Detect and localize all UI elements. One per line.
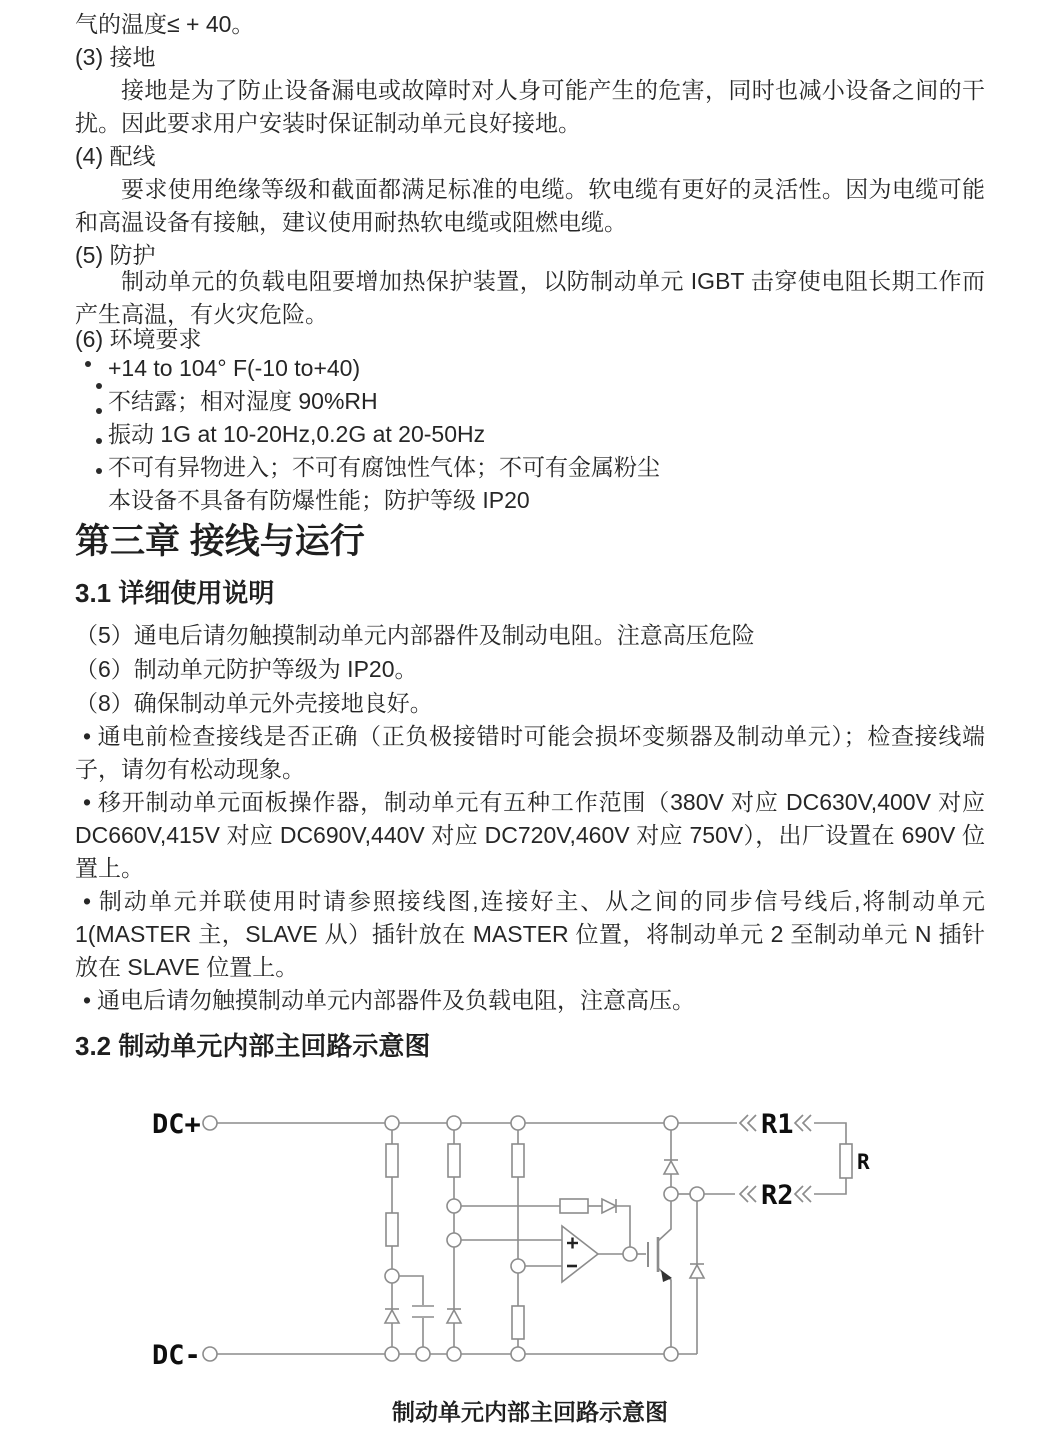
numbered-item-8: （8）确保制动单元外壳接地良好。 (75, 690, 433, 716)
bullet-text: 制动单元并联使用时请参照接线图,连接好主、从之间的同步信号线后,将制动单元 1(MASTER 主，SLAVE 从）插针放在 MASTER 位置，将制动单元 2 至制动单元 N 插针放在 SLAVE 位置上。 (75, 888, 985, 980)
opamp-symbol (562, 1226, 598, 1282)
figure-caption: 制动单元内部主回路示意图 (392, 1399, 668, 1425)
r2-terminal-label: R2 (761, 1180, 794, 1211)
igbt-collector-wire (658, 1201, 671, 1241)
resistor-to-r2-wire (814, 1178, 846, 1194)
node-circle (447, 1116, 461, 1130)
r1-to-resistor-wire (814, 1123, 846, 1144)
list-item-text: 振动 1G at 10-20Hz,0.2G at 20-50Hz (108, 421, 486, 447)
bullet-paragraph (75, 720, 985, 786)
section-4-body: 要求使用绝缘等级和截面都满足标准的电缆。软电缆有更好的灵活性。因为电缆可能和高温设备有接触，建议使用耐热软电缆或阻燃电缆。 (75, 176, 985, 235)
connector-chevron-icon (740, 1115, 756, 1131)
diode-icon (690, 1264, 704, 1278)
bullet-icon: • (83, 987, 92, 1013)
bullet-dot-icon (85, 361, 91, 367)
list-item (108, 451, 985, 484)
bullet-icon: • (83, 789, 92, 815)
section-5-body: 制动单元的负载电阻要增加热保护装置，以防制动单元 IGBT 击穿使电阻长期工作而产生高温，有火灾危险。 (75, 268, 985, 327)
diode-icon (385, 1309, 399, 1323)
bullet-dot-icon (96, 383, 102, 389)
circuit-diagram-figure (75, 1096, 985, 1396)
dc-minus-terminal (203, 1347, 217, 1361)
components (385, 1115, 852, 1339)
section-3-label: (3) 接地 (75, 44, 156, 70)
list-item (108, 484, 985, 517)
bullet-paragraph (75, 984, 985, 1017)
node-circle (447, 1233, 461, 1247)
connector-chevron-icon (740, 1186, 756, 1202)
bullet-dot-icon (96, 408, 102, 414)
resistor-symbol (386, 1213, 398, 1246)
list-item-text: +14 to 104° F(-10 to+40) (108, 355, 361, 381)
diode-icon (664, 1160, 678, 1174)
environment-requirements-list (75, 352, 985, 517)
connector-chevron-icon (795, 1186, 811, 1202)
igbt-symbol (648, 1237, 672, 1282)
circuit-diagram (140, 1096, 900, 1396)
diode-icon (602, 1199, 616, 1213)
node-circle (385, 1269, 399, 1283)
node-circle (664, 1347, 678, 1361)
node-circle (447, 1347, 461, 1361)
resistor-symbol-horizontal (560, 1199, 588, 1213)
intro-line: 气的温度≤ + 40。 (75, 11, 255, 37)
list-item-text: 不结露；相对湿度 90%RH (108, 388, 378, 414)
list-item-text: 本设备不具备有防爆性能；防护等级 IP20 (108, 487, 530, 513)
bullet-dot-icon (96, 438, 102, 444)
bullet-text: 通电后请勿触摸制动单元内部器件及负载电阻，注意高压。 (97, 987, 695, 1013)
node-circle (416, 1347, 430, 1361)
bullet-paragraph (75, 885, 985, 984)
node-circle (664, 1187, 678, 1201)
section-6-label: (6) 环境要求 (75, 326, 202, 352)
section-5-label: (5) 防护 (75, 242, 156, 268)
resistor-symbol (448, 1144, 460, 1177)
bullet-paragraph (75, 786, 985, 885)
node-circle (511, 1347, 525, 1361)
node-circle (511, 1259, 525, 1273)
capacitor-symbol (412, 1306, 434, 1317)
node-circle (385, 1347, 399, 1361)
resistor-symbol (512, 1306, 524, 1339)
numbered-item-6: （6）制动单元防护等级为 IP20。 (75, 656, 418, 682)
node-circle (690, 1187, 704, 1201)
resistor-r-label: R (857, 1150, 870, 1174)
dc-plus-label: DC+ (152, 1109, 201, 1140)
list-item (108, 385, 985, 418)
feedback-wire (616, 1206, 630, 1247)
braking-resistor-R-symbol (840, 1144, 852, 1178)
list-item-text: 不可有异物进入；不可有腐蚀性气体；不可有金属粉尘 (108, 454, 660, 480)
r1-terminal-label: R1 (761, 1109, 794, 1140)
section-4-label: (4) 配线 (75, 143, 156, 169)
bullet-text: 移开制动单元面板操作器，制动单元有五种工作范围（380V 对应 DC630V,400V 对应 DC660V,415V 对应 DC690V,440V 对应 DC720V,460V 对应 750V），出厂设置在 690V 位置上。 (75, 789, 985, 881)
dc-plus-terminal (203, 1116, 217, 1130)
bullet-icon: • (83, 888, 92, 914)
node-circle (664, 1116, 678, 1130)
node-circle (623, 1247, 637, 1261)
wires (217, 1123, 846, 1354)
list-item (108, 418, 985, 451)
section-32-title: 3.2 制动单元内部主回路示意图 (75, 1031, 431, 1061)
section-3-body: 接地是为了防止设备漏电或故障时对人身可能产生的危害，同时也减小设备之间的干扰。因此要求用户安装时保证制动单元良好接地。 (75, 77, 985, 136)
diode-icon (447, 1309, 461, 1323)
section-31-title: 3.1 详细使用说明 (75, 578, 275, 608)
resistor-symbol (386, 1144, 398, 1177)
numbered-item-5: （5）通电后请勿触摸制动单元内部器件及制动电阻。注意高压危险 (75, 622, 755, 648)
resistor-symbol (512, 1144, 524, 1177)
bullet-text: 通电前检查接线是否正确（正负极接错时可能会损坏变频器及制动单元）；检查接线端子，请勿有松动现象。 (75, 723, 985, 782)
node-circle (511, 1116, 525, 1130)
chapter-title: 第三章 接线与运行 (75, 522, 365, 561)
dc-minus-label: DC- (152, 1340, 201, 1371)
node-circle (447, 1199, 461, 1213)
bullet-icon: • (83, 723, 92, 749)
bullet-dot-icon (96, 468, 102, 474)
connector-chevron-icon (795, 1115, 811, 1131)
node-circle (385, 1116, 399, 1130)
capacitor-branch-wire (399, 1276, 423, 1305)
list-item (108, 352, 985, 385)
